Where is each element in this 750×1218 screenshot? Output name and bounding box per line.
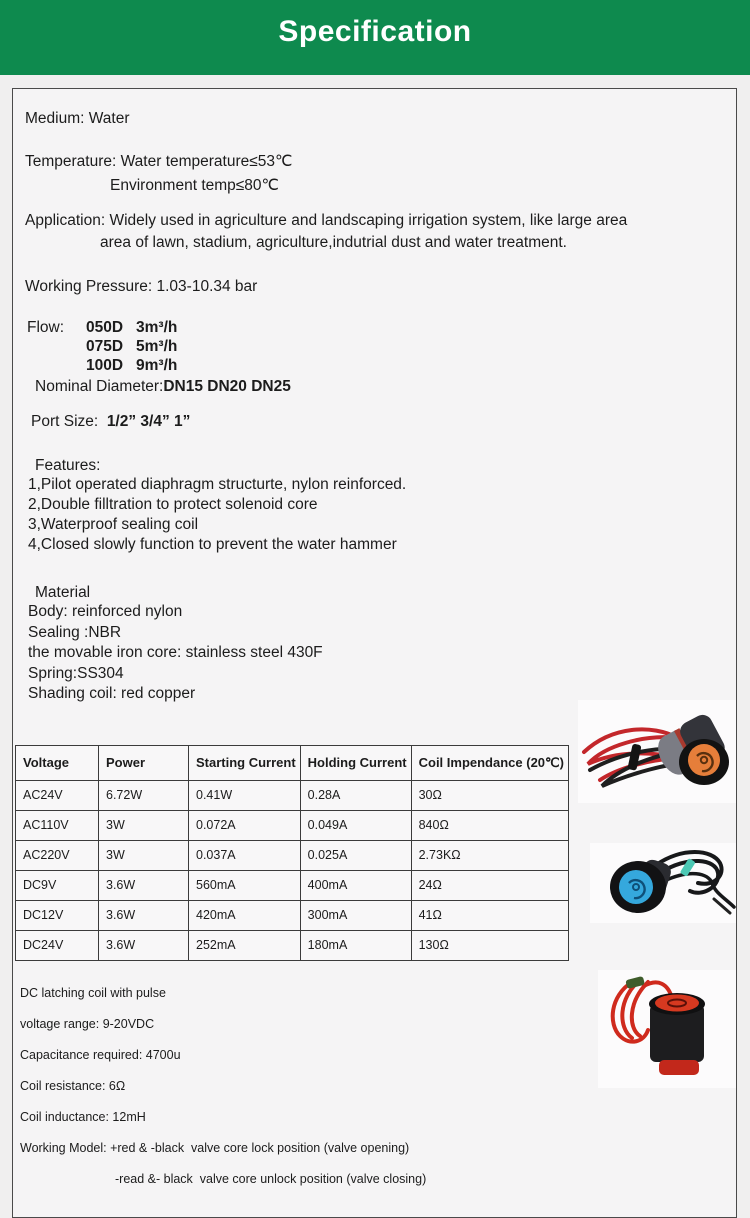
feature-line: 2,Double filltration to protect solenoid core <box>28 496 318 513</box>
spec-medium: Medium: Water <box>25 110 130 127</box>
material-line: Sealing :NBR <box>28 623 122 641</box>
spec-application-line2: area of lawn, stadium, agriculture,indutrial dust and water treatment. <box>100 234 567 251</box>
feature-line: 1,Pilot operated diaphragm structurte, nylon reinforced. <box>28 476 407 493</box>
latching-line: Coil inductance: 12mH <box>20 1109 146 1124</box>
table-cell: 400mA <box>300 870 411 900</box>
latching-line: Working Model: +red & -black valve core lock position (valve opening) <box>20 1140 410 1155</box>
table-cell: 3.6W <box>99 900 189 930</box>
table-cell: 30Ω <box>411 780 568 810</box>
latching-line: Capacitance required: 4700u <box>20 1047 181 1062</box>
flow-label: Flow: <box>27 319 65 336</box>
table-cell: 6.72W <box>99 780 189 810</box>
flow-values <box>86 318 177 375</box>
table-cell: 24Ω <box>411 870 568 900</box>
material-line: Body: reinforced nylon <box>28 603 183 620</box>
material-list <box>25 602 724 705</box>
table-cell: 0.41W <box>189 780 301 810</box>
feature-line: 3,Waterproof sealing coil <box>28 516 199 533</box>
table-row <box>16 900 569 930</box>
material-line: Shading coil: red copper <box>28 685 196 702</box>
table-cell: 3W <box>99 810 189 840</box>
table-header-cell: Starting Current <box>189 745 301 780</box>
page-title: Specification <box>278 15 472 48</box>
table-cell: 3W <box>99 840 189 870</box>
table-cell: 560mA <box>189 870 301 900</box>
solenoid-coil-photo-red <box>598 970 736 1088</box>
table-cell: 420mA <box>189 900 301 930</box>
spec-temperature: Temperature: Water temperature≤53℃ <box>25 153 293 170</box>
features-list <box>25 475 724 555</box>
flow-item: 050D 3m³/h <box>86 319 178 336</box>
table-cell: AC24V <box>16 780 99 810</box>
table-cell: 180mA <box>300 930 411 960</box>
port-size-label: Port Size: <box>31 413 103 430</box>
table-cell: DC9V <box>16 870 99 900</box>
spec-flow-block <box>25 318 724 375</box>
table-cell: AC110V <box>16 810 99 840</box>
table-header-cell: Holding Current <box>300 745 411 780</box>
table-cell: 0.28A <box>300 780 411 810</box>
latching-line: voltage range: 9-20VDC <box>20 1016 155 1031</box>
table-row <box>16 870 569 900</box>
table-row <box>16 780 569 810</box>
material-title: Material <box>35 584 91 601</box>
coil-orange-illustration <box>578 700 736 803</box>
solenoid-coil-photo-blue <box>590 843 736 923</box>
flow-item: 075D 5m³/h <box>86 338 178 355</box>
header-banner <box>0 0 750 75</box>
latching-line: Coil resistance: 6Ω <box>20 1078 126 1093</box>
spec-nominal-diameter <box>35 377 724 396</box>
table-cell: 300mA <box>300 900 411 930</box>
spec-environment-temp: Environment temp≤80℃ <box>110 177 279 194</box>
feature-line: 4,Closed slowly function to prevent the water hammer <box>28 536 397 553</box>
nominal-diameter-value: DN15 DN20 DN25 <box>163 378 291 395</box>
electrical-spec-table <box>15 745 569 961</box>
table-cell: 0.072A <box>189 810 301 840</box>
flow-item: 100D 9m³/h <box>86 357 178 374</box>
spec-application-line1: Application: Widely used in agriculture and landscaping irrigation system, like large area <box>25 212 628 229</box>
table-header-cell: Voltage <box>16 745 99 780</box>
table-cell: 130Ω <box>411 930 568 960</box>
coil-blue-illustration <box>590 843 736 923</box>
table-cell: DC24V <box>16 930 99 960</box>
table-cell: 0.049A <box>300 810 411 840</box>
table-row <box>16 810 569 840</box>
table-cell: 840Ω <box>411 810 568 840</box>
table-header-cell: Power <box>99 745 189 780</box>
table-cell: 252mA <box>189 930 301 960</box>
port-size-value: 1/2” 3/4” 1” <box>106 413 191 430</box>
table-cell: DC12V <box>16 900 99 930</box>
table-cell: 0.037A <box>189 840 301 870</box>
table-cell: 0.025A <box>300 840 411 870</box>
table-row <box>16 840 569 870</box>
features-title: Features: <box>35 457 101 474</box>
spec-working-pressure: Working Pressure: 1.03-10.34 bar <box>25 278 258 295</box>
coil-red-illustration <box>598 970 736 1088</box>
latching-line: DC latching coil with pulse <box>20 985 166 1000</box>
latching-last-line: -read &- black valve core unlock position (valve closing) <box>115 1171 427 1186</box>
table-cell: AC220V <box>16 840 99 870</box>
table-header-row <box>16 745 569 780</box>
table-cell: 2.73KΩ <box>411 840 568 870</box>
material-line: the movable iron core: stainless steel 430F <box>28 644 323 661</box>
spec-port-size <box>31 412 724 431</box>
material-line: Spring:SS304 <box>28 664 124 682</box>
nominal-diameter-label: Nominal Diameter: <box>35 378 164 395</box>
table-header-cell: Coil Impendance (20℃) <box>411 745 568 780</box>
table-row <box>16 930 569 960</box>
table-cell: 3.6W <box>99 870 189 900</box>
table-body <box>16 780 569 960</box>
solenoid-coil-photo-orange <box>578 700 736 803</box>
table-cell: 3.6W <box>99 930 189 960</box>
table-cell: 41Ω <box>411 900 568 930</box>
